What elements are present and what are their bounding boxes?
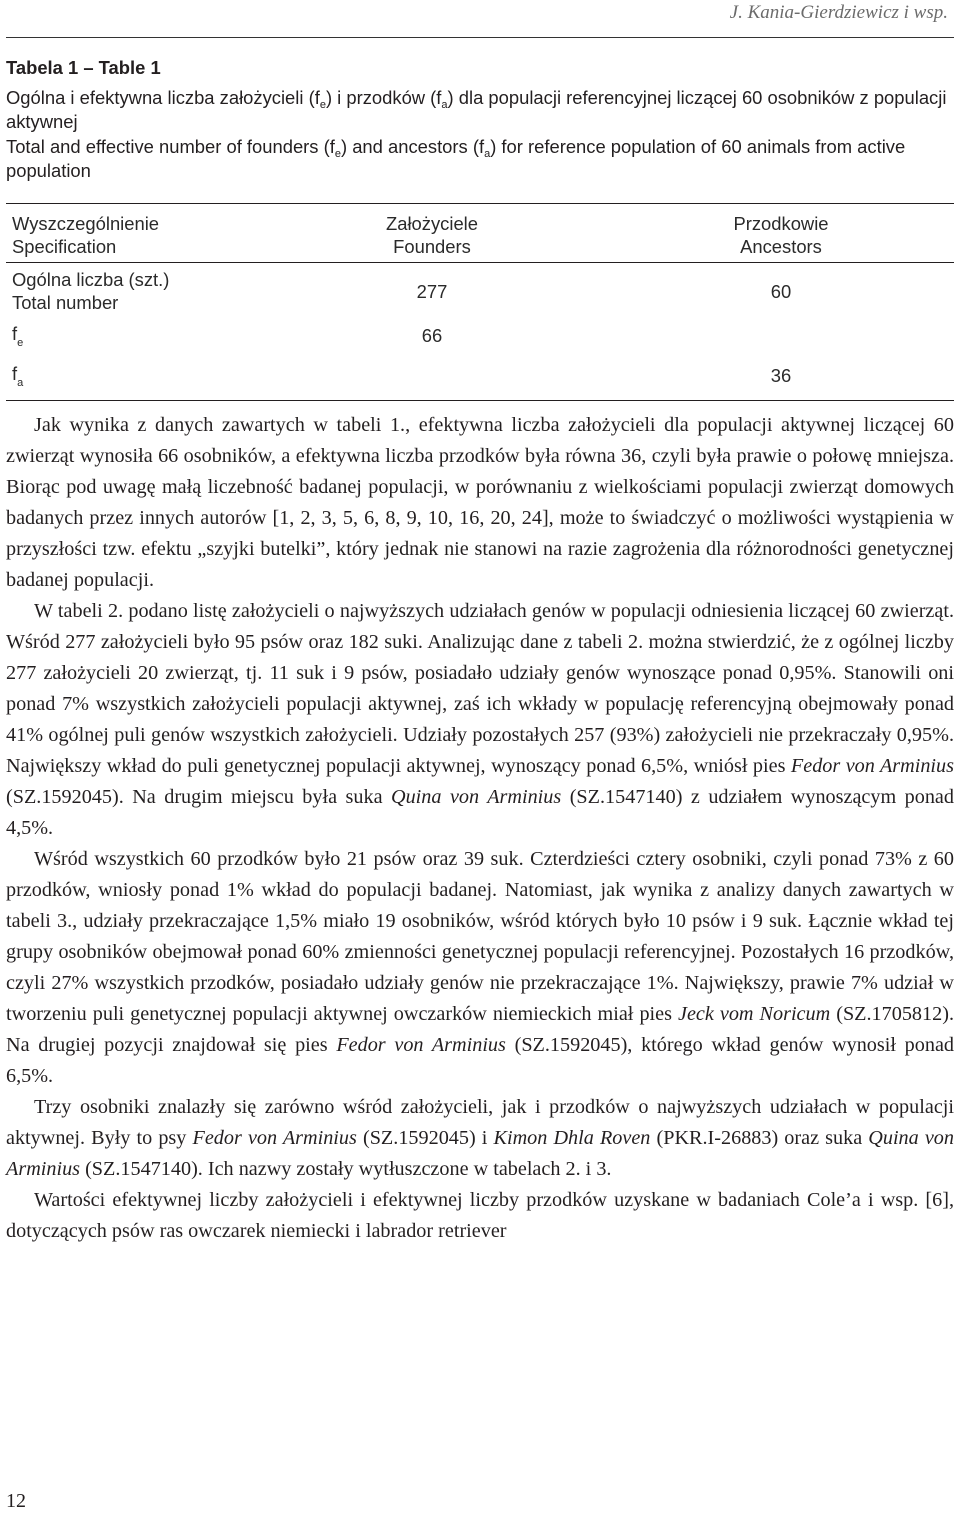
body-text xyxy=(6,410,954,1247)
header-ancestors: Przodkowie Ancestors xyxy=(733,213,829,257)
row-fe-founders: 66 xyxy=(421,325,443,346)
row-fa-ancestors: 36 xyxy=(770,365,792,386)
table-caption xyxy=(6,56,950,184)
running-head-author: J. Kania-Gierdziewicz i wsp. xyxy=(729,2,948,23)
row-fe-label: $f_e$ xyxy=(12,323,24,349)
page-number: 12 xyxy=(6,1490,26,1512)
paragraph-1: Jak wynika z danych zawartych w tabeli 1., efektywna liczba założycieli dla populacji aktywnej liczącej 60 zwierząt wynosiła 66 osobników, a efektywna liczba przodków była równa 36, czyli była prawie o połowę mniejsza. Biorąc pod uwagę małą liczebność badanej populacji, w porównaniu z wielkościami populacji zwierząt domowych badanych przez innych autorów [1, 2, 3, 5, 6, 8, 9, 10, 16, 20, 24], może to świadczyć o możliwości wystąpienia w przyszłości tzw. efektu „szyjki butelki”, który jednak nie stanowi na razie zagrożenia dla różnorodności genetycznej badanej populacji. xyxy=(6,414,954,591)
row-fa-label: $f_a$ xyxy=(12,363,24,389)
row-total-founders: 277 xyxy=(416,281,448,302)
row-total-ancestors: 60 xyxy=(770,281,792,302)
table-label: Tabela 1 – Table 1 xyxy=(6,57,161,78)
table-title-en: Total and effective number of founders $(f_e)$ and ancestors $(f_a)$ for reference population of 60 animals from active population xyxy=(6,135,906,181)
paragraph-3: Wśród wszystkich 60 przodków było 21 psów oraz 39 suk. Czterdzieści cztery osobniki, czyli ponad 73% z 60 przodków, wniosły ponad 1% wkład do populacji badanej. Natomiast, jak wynika z analizy danych zawartych w tabeli 3., udziały przekraczające 1,5% miało 19 osobników, wśród których było 10 psów i 9 suk. Łącznie wkład tej grupy osobników obejmował ponad 60% zmienności genetycznej populacji referencyjnej. Pozostałych 16 przodków, czyli 27% wszystkich przodków, posiadało udziały genów nie przekraczające 1%. Największy, prawie 7% udział w tworzeniu puli genetycznej populacji aktywnej owczarków niemieckich miał pies Jeck vom Noricum (SZ.1705812). Na drugiej pozycji znajdował się pies Fedor von Arminius (SZ.1592045), którego wkład genów wynosił ponad 6,5%. xyxy=(6,848,954,1087)
table-header-rule xyxy=(6,262,954,263)
paragraph-5: Wartości efektywnej liczby założycieli i efektywnej liczby przodków uzyskane w badaniach Cole’a i wsp. [6], dotyczących psów ras owczarek niemiecki i labrador retriever xyxy=(6,1189,954,1242)
header-rule xyxy=(6,37,954,38)
paragraph-2: W tabeli 2. podano listę założycieli o najwyższych udziałach genów w populacji odniesienia liczącej 60 zwierząt. Wśród 277 założycieli było 95 psów oraz 182 suki. Analizując dane z tabeli 2. można stwierdzić, że z ogólnej liczby 277 założycieli 20 zwierząt, tj. 11 suk i 9 psów, posiadało udziały genów wynoszące ponad 0,95%. Stanowili oni ponad 7% wszystkich założycieli populacji aktywnej, zaś ich wkłady w populację referencyjną obejmowały ponad 41% ogólnej puli genów wszystkich założycieli. Udziały pozostałych 257 (93%) założycieli nie przekraczały 0,95%. Największy wkład do puli genetycznej populacji aktywnej, wynoszący ponad 6,5%, wniósł pies Fedor von Arminius (SZ.1592045). Na drugim miejscu była suka Quina von Arminius (SZ.1547140) z udziałem wynoszącym ponad 4,5%. xyxy=(6,600,954,839)
paragraph-4: Trzy osobniki znalazły się zarówno wśród założycieli, jak i przodków o najwyższych udziałach w populacji aktywnej. Były to psy Fedor von Arminius (SZ.1592045) i Kimon Dhla Roven (PKR.I-26883) oraz suka Quina von Arminius (SZ.1547140). Ich nazwy zostały wytłuszczone w tabelach 2. i 3. xyxy=(6,1096,954,1180)
row-total-label: Ogólna liczba (szt.) Total number xyxy=(12,269,170,313)
founders-ancestors-table xyxy=(6,203,954,401)
table-title-pl: Ogólna i efektywna liczba założycieli $(f_e)$ i przodków $(f_a)$ dla populacji referencyjnej liczącej 60 osobników z populacji aktywnej xyxy=(6,86,947,132)
header-spec: Wyszczególnienie Specification xyxy=(12,213,160,257)
header-founders: Założyciele Founders xyxy=(386,213,478,257)
